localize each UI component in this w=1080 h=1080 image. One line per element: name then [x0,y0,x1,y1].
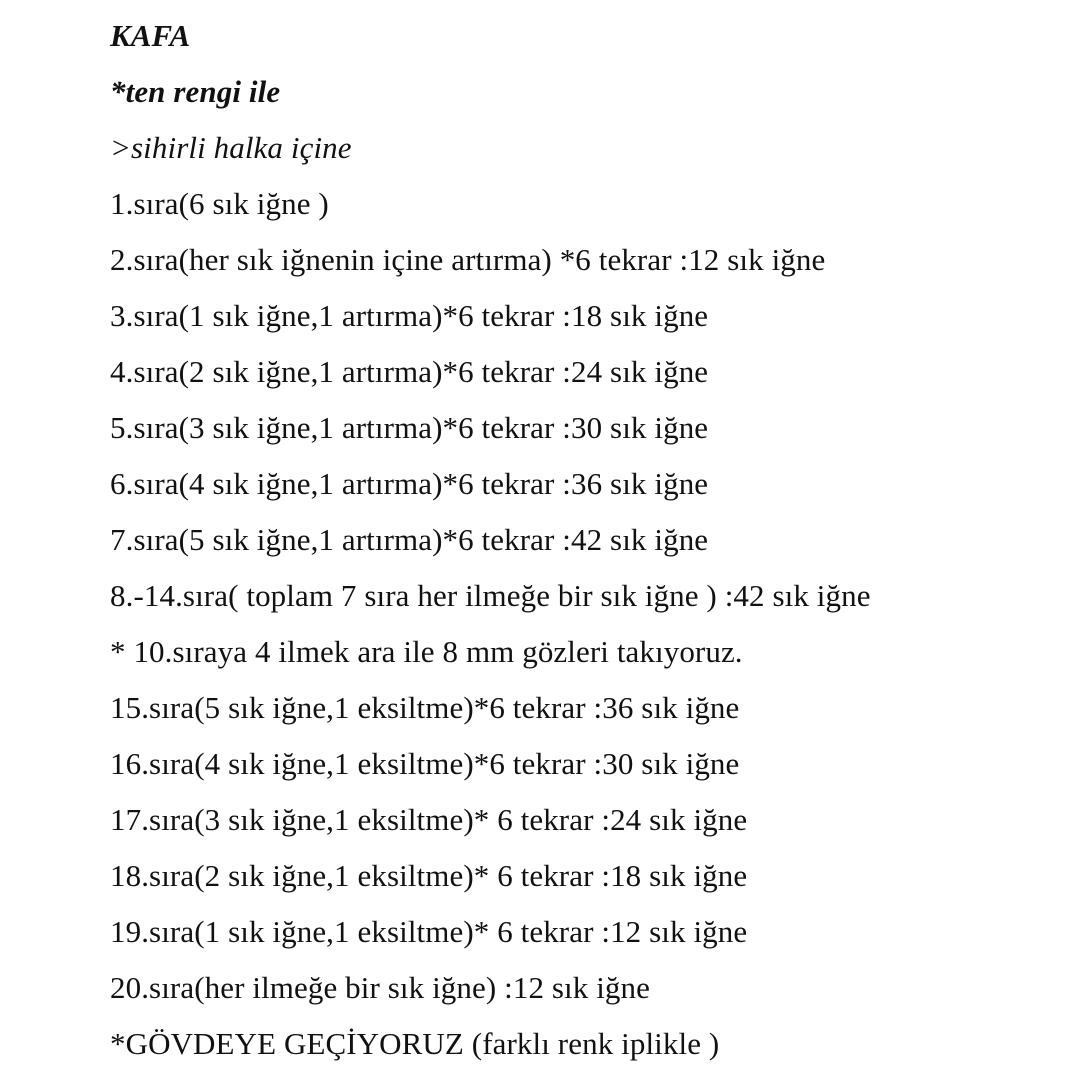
row-instruction: 20.sıra(her ilmeğe bir sık iğne) :12 sık iğne [110,970,650,1005]
row-instruction: 4.sıra(2 sık iğne,1 artırma)*6 tekrar :24 sık iğne [110,354,709,389]
document-title: KAFA [110,18,191,53]
row-instruction: 17.sıra(3 sık iğne,1 eksiltme)* 6 tekrar :24 sık iğne [110,802,748,837]
row-instruction: 7.sıra(5 sık iğne,1 artırma)*6 tekrar :42 sık iğne [110,522,709,557]
document-intro: >sihirli halka içine [110,130,352,165]
document-subtitle: *ten rengi ile [110,74,281,109]
row-instruction: 8.-14.sıra( toplam 7 sıra her ilmeğe bir sık iğne ) :42 sık iğne [110,578,871,613]
eye-note: * 10.sıraya 4 ilmek ara ile 8 mm gözleri takıyoruz. [110,634,743,669]
row-instruction: 2.sıra(her sık iğnenin içine artırma) *6 tekrar :12 sık iğne [110,242,826,277]
row-instruction: 3.sıra(1 sık iğne,1 artırma)*6 tekrar :18 sık iğne [110,298,709,333]
row-instruction: 1.sıra(6 sık iğne ) [110,186,329,221]
row-instruction: 19.sıra(1 sık iğne,1 eksiltme)* 6 tekrar :12 sık iğne [110,914,748,949]
row-instruction: 5.sıra(3 sık iğne,1 artırma)*6 tekrar :30 sık iğne [110,410,709,445]
row-instruction: 16.sıra(4 sık iğne,1 eksiltme)*6 tekrar :30 sık iğne [110,746,740,781]
row-instruction: 18.sıra(2 sık iğne,1 eksiltme)* 6 tekrar :18 sık iğne [110,858,748,893]
next-section-note: *GÖVDEYE GEÇİYORUZ (farklı renk iplikle ) [110,1026,720,1061]
row-instruction: 6.sıra(4 sık iğne,1 artırma)*6 tekrar :36 sık iğne [110,466,709,501]
row-instruction: 15.sıra(5 sık iğne,1 eksiltme)*6 tekrar :36 sık iğne [110,690,740,725]
